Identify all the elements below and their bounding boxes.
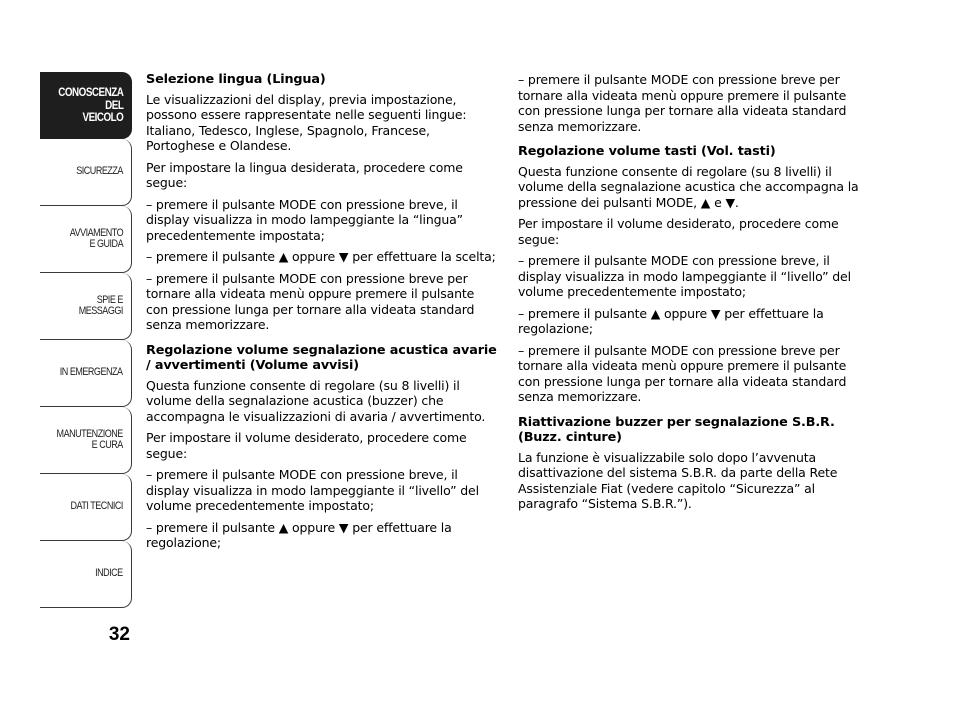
paragraph: – premere il pulsante MODE con pressione breve, il display visualizza in modo lampeggiante la “lingua” precedentemente impostata; [146, 196, 463, 243]
tab-spie-e-messaggi[interactable] [40, 273, 132, 340]
tab-label: IN EMERGENZA [60, 366, 123, 379]
page-number: 32 [108, 624, 130, 645]
paragraph: Per impostare il volume desiderato, procedere come segue: [146, 430, 467, 461]
tab-label: SPIE E MESSAGGI [78, 293, 123, 317]
section-heading-volume-tasti: Regolazione volume tasti (Vol. tasti) [518, 144, 776, 159]
tab-label: CONOSCENZA DEL VEICOLO [57, 85, 123, 125]
tab-indice[interactable] [40, 541, 132, 608]
paragraph: Per impostare il volume desiderato, procedere come segue: [518, 216, 839, 247]
tab-label: AVVIAMENTO E GUIDA [69, 226, 123, 250]
tab-label: MANUTENZIONE E CURA [56, 427, 123, 451]
paragraph: – premere il pulsante MODE con pressione breve per tornare alla videata menù oppure premere il pulsante con pressione lunga per tornare alla videata standard senza memorizzare. [518, 342, 847, 404]
paragraph: La funzione è visualizzabile solo dopo l’avvenuta disattivazione del sistema S.B.R. da parte della Rete Assistenziale Fiat (vedere capitolo “Sicurezza” al paragrafo “Sistema S.B.R.”). [518, 449, 838, 511]
left-column [146, 72, 498, 557]
section-heading-volume-avvisi: Regolazione volume segnalazione acustica avarie / avvertimenti (Volume avvisi) [146, 342, 497, 373]
tab-dati-tecnici[interactable] [40, 474, 132, 541]
tab-label: INDICE [95, 567, 123, 580]
right-column [518, 72, 863, 518]
tab-label: SICUREZZA [76, 165, 123, 178]
section-heading-buzzer-sbr: Riattivazione buzzer per segnalazione S.B.R. (Buzz. cinture) [518, 414, 835, 445]
tab-in-emergenza[interactable] [40, 340, 132, 407]
paragraph: Questa funzione consente di regolare (su 8 livelli) il volume della segnalazione acustica (buzzer) che accompagna le visualizzazioni di avaria / avvertimento. [146, 377, 486, 424]
tab-label: DATI TECNICI [70, 500, 123, 513]
paragraph: Per impostare la lingua desiderata, procedere come segue: [146, 159, 463, 190]
paragraph: – premere il pulsante ▲ oppure ▼ per effettuare la regolazione; [518, 305, 824, 336]
section-heading-lingua: Selezione lingua (Lingua) [146, 72, 326, 87]
paragraph: Questa funzione consente di regolare (su 8 livelli) il volume della segnalazione acustica che accompagna la pressione dei pulsanti MODE, ▲ e ▼. [518, 163, 859, 210]
chapter-tabs [40, 72, 132, 608]
paragraph: Le visualizzazioni del display, previa impostazione, possono essere rappresentate nelle seguenti lingue: Italiano, Tedesco, Inglese, Spagnolo, Francese, Portoghese e Olandese. [146, 91, 467, 153]
paragraph: – premere il pulsante ▲ oppure ▼ per effettuare la regolazione; [146, 519, 452, 550]
tab-sicurezza[interactable] [40, 139, 132, 206]
tab-avviamento-e-guida[interactable] [40, 206, 132, 273]
tab-manutenzione-e-cura[interactable] [40, 407, 132, 474]
paragraph: – premere il pulsante MODE con pressione breve, il display visualizza in modo lampeggiante il “livello” del volume precedentemente impostato; [518, 253, 851, 299]
tab-conoscenza-del-veicolo[interactable] [40, 72, 132, 139]
paragraph: – premere il pulsante MODE con pressione breve per tornare alla videata menù oppure premere il pulsante con pressione lunga per tornare alla videata standard senza memorizzare. [146, 270, 475, 332]
paragraph: – premere il pulsante ▲ oppure ▼ per effettuare la scelta; [146, 249, 496, 264]
paragraph: – premere il pulsante MODE con pressione breve per tornare alla videata menù oppure premere il pulsante con pressione lunga per tornare alla videata standard senza memorizzare. [518, 72, 847, 134]
paragraph: – premere il pulsante MODE con pressione breve, il display visualizza in modo lampeggiante il “livello” del volume precedentemente impostato; [146, 467, 479, 513]
